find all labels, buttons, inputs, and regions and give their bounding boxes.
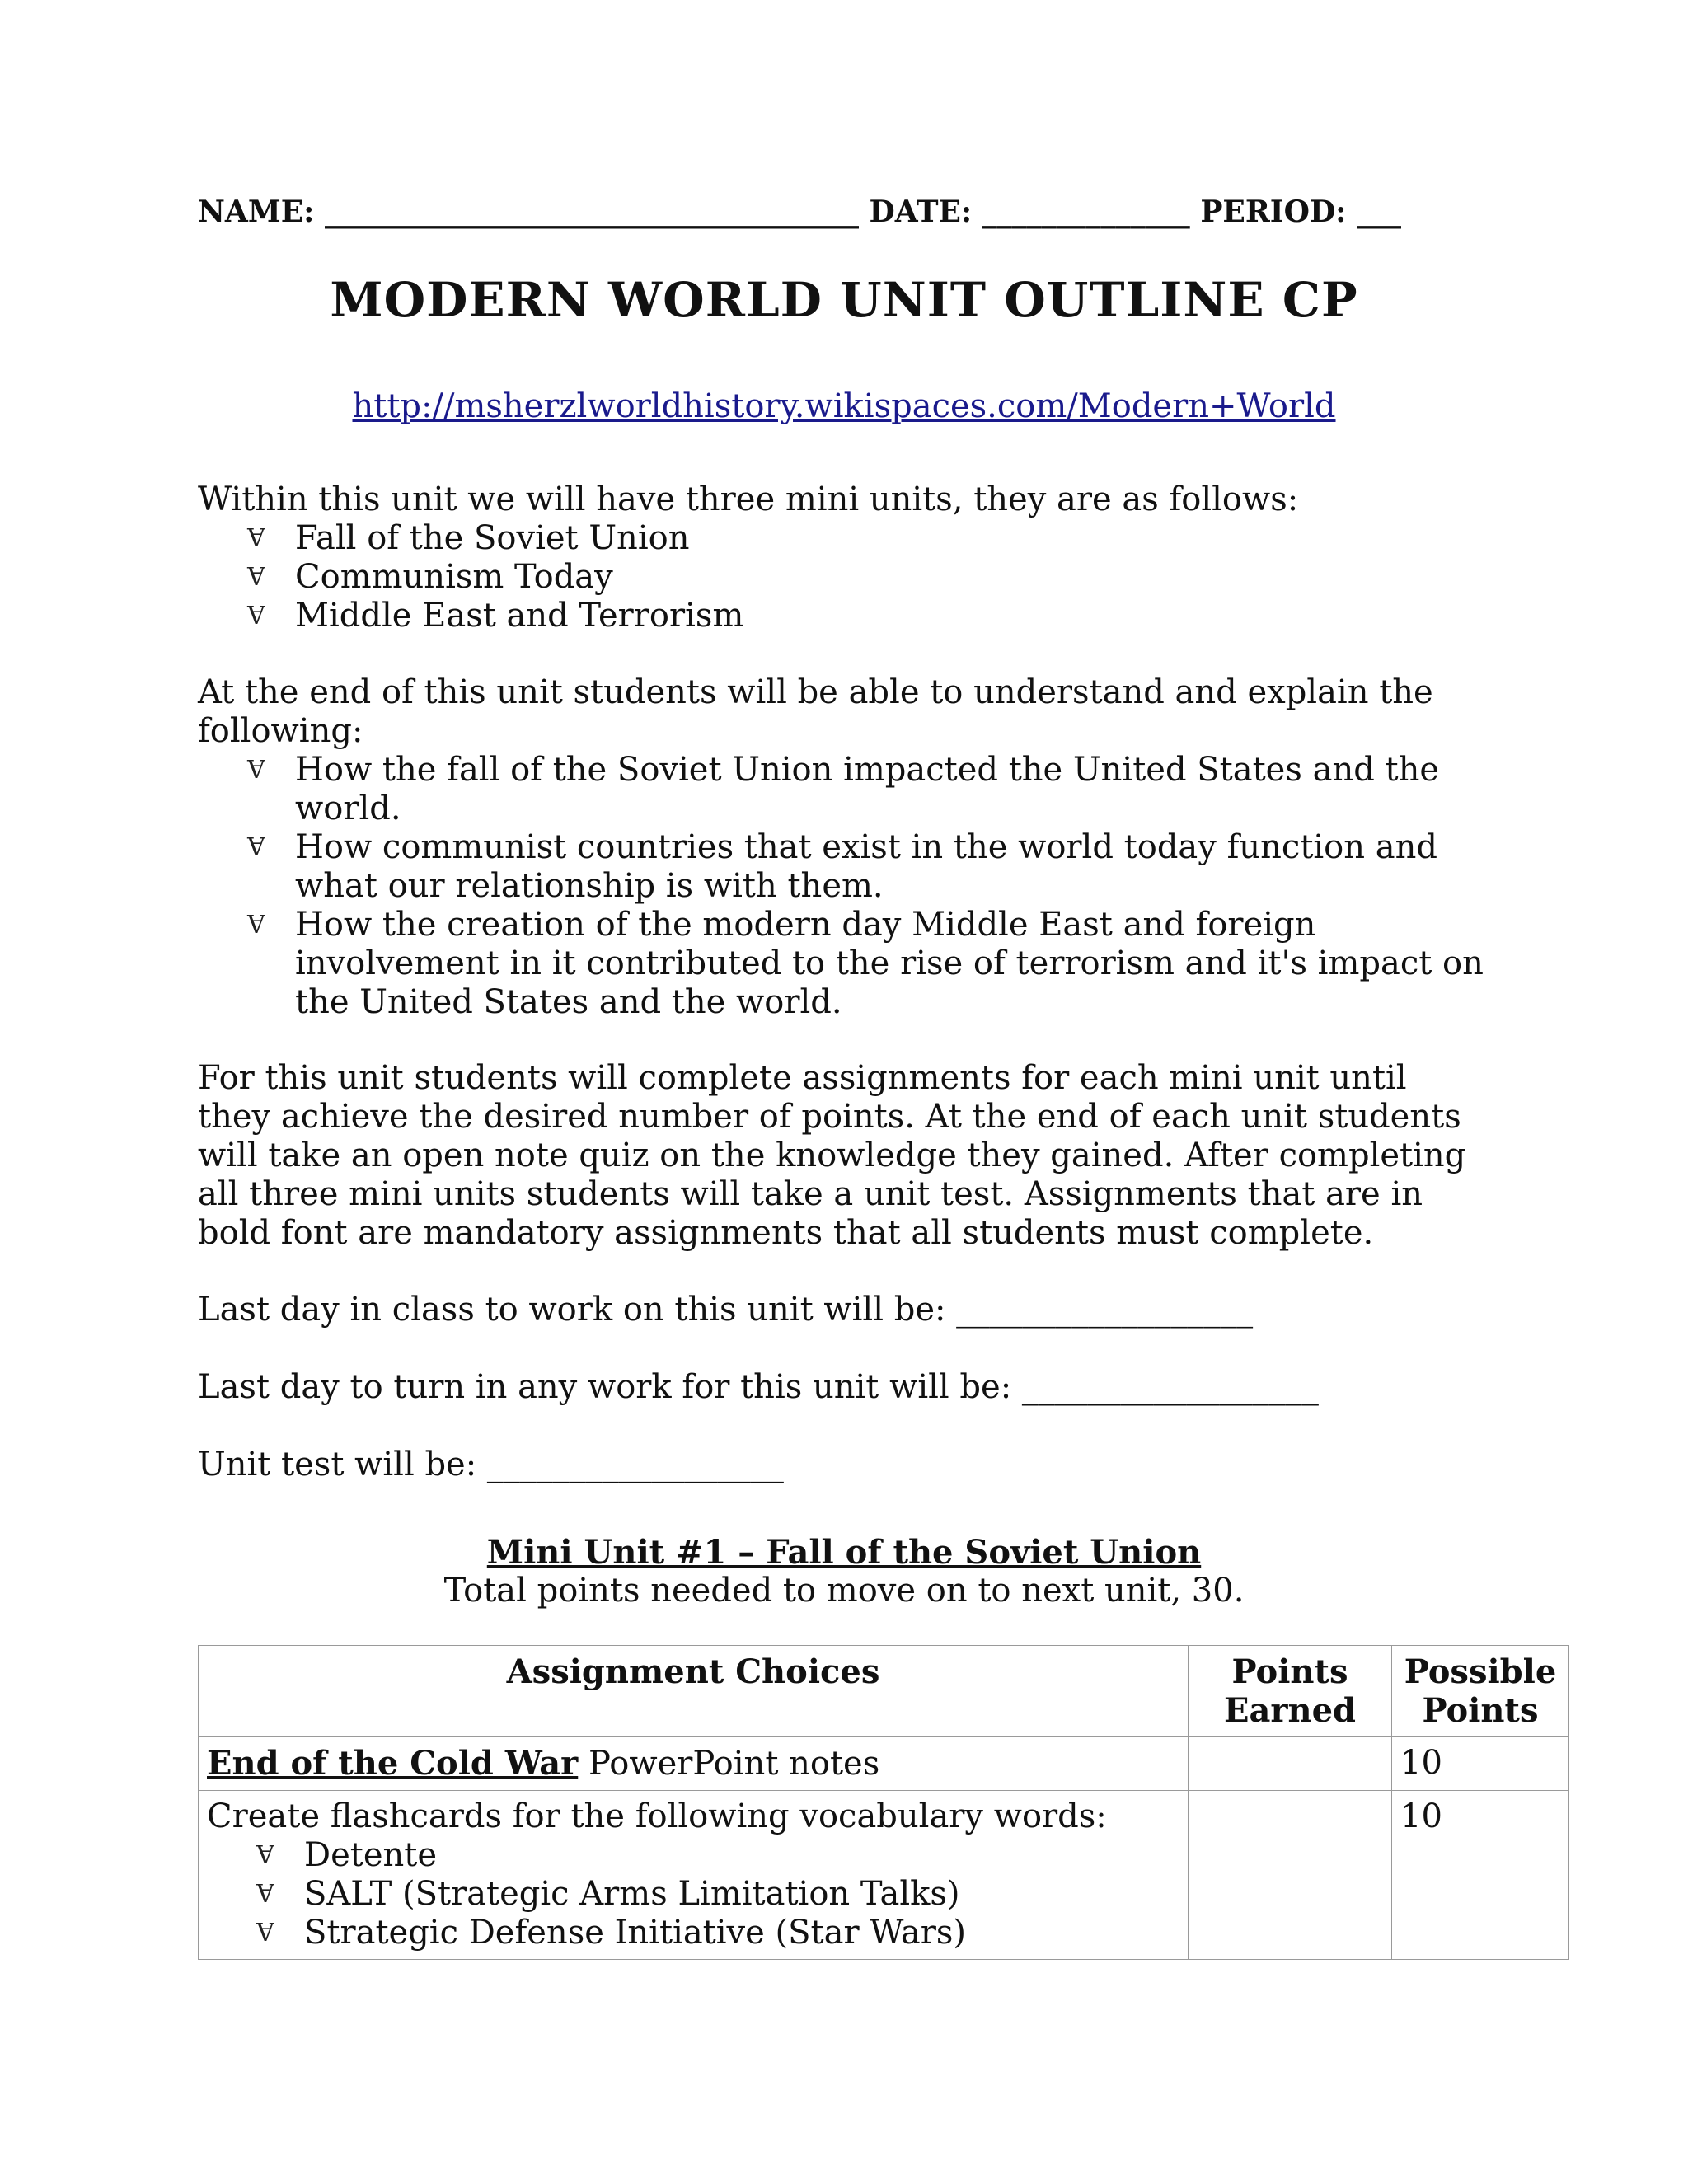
- instructions-text: For this unit students will complete assignments for each mini unit until they achieve the desired number of points. At the end of each unit students will take an open note quiz on the knowledge they gained. After completing all three mini units students will take a unit test. Assignments that are in bold font are mandatory assignments that all students must complete.: [198, 1059, 1466, 1252]
- list-item: [207, 1836, 1179, 1875]
- name-blank: ____________________________________: [324, 194, 859, 229]
- wiki-link[interactable]: http://msherzlworldhistory.wikispaces.com/Modern+World: [352, 387, 1336, 425]
- list-item-text: Middle East and Terrorism: [295, 597, 744, 635]
- list-item: [198, 828, 1484, 906]
- list-item: [207, 1875, 1179, 1914]
- triangle-bullet-icon: Ɐ: [247, 911, 265, 940]
- table-header-row: [199, 1646, 1569, 1737]
- header-assignment-choices: Assignment Choices: [199, 1646, 1189, 1737]
- triangle-bullet-icon: Ɐ: [247, 524, 265, 553]
- last-class-day-line: Last day in class to work on this unit will be: __________________: [198, 1291, 1254, 1329]
- possible-points-cell: 10: [1392, 1737, 1569, 1791]
- triangle-bullet-icon: Ɐ: [247, 756, 265, 785]
- points-earned-cell[interactable]: [1189, 1791, 1392, 1960]
- header-line: [198, 194, 1401, 229]
- assignment-table: [198, 1645, 1569, 1960]
- assignment-cell: [199, 1737, 1189, 1791]
- list-item: [198, 597, 1484, 635]
- triangle-bullet-icon: Ɐ: [247, 833, 265, 862]
- list-item: [198, 751, 1484, 828]
- mini-unit-subheading: Total points needed to move on to next unit, 30.: [443, 1572, 1245, 1610]
- triangle-bullet-icon: Ɐ: [247, 602, 265, 630]
- list-item-text: How communist countries that exist in the world today function and what our relationship is with them.: [295, 828, 1437, 905]
- mini-unit-list: [198, 519, 1484, 635]
- points-earned-cell[interactable]: [1189, 1737, 1392, 1791]
- mini-unit-heading-block: [0, 1533, 1688, 1610]
- list-item-text: How the creation of the modern day Middle East and foreign involvement in it contributed to the rise of terrorism and it's impact on the United States and the world.: [295, 906, 1484, 1021]
- vocabulary-list: [207, 1836, 1179, 1952]
- triangle-bullet-icon: Ɐ: [256, 1919, 274, 1947]
- list-item: [198, 906, 1484, 1022]
- list-item: [198, 519, 1484, 558]
- intro-section: [198, 480, 1484, 635]
- mandatory-assignment-title: End of the Cold War: [207, 1744, 579, 1783]
- assignment-text: Create flashcards for the following vocabulary words:: [207, 1797, 1107, 1835]
- table-row: [199, 1737, 1569, 1791]
- assignment-text: PowerPoint notes: [578, 1745, 880, 1783]
- list-item-text: Strategic Defense Initiative (Star Wars): [304, 1914, 967, 1952]
- list-item-text: SALT (Strategic Arms Limitation Talks): [304, 1875, 960, 1913]
- list-item: [198, 558, 1484, 597]
- period-label: PERIOD:: [1200, 194, 1347, 229]
- period-blank: ___: [1357, 194, 1401, 229]
- page-title: MODERN WORLD UNIT OUTLINE CP: [330, 272, 1358, 328]
- triangle-bullet-icon: Ɐ: [256, 1841, 274, 1870]
- objectives-section: [198, 673, 1484, 1022]
- assignment-cell: [199, 1791, 1189, 1960]
- date-blank: ______________: [982, 194, 1190, 229]
- name-label: NAME:: [198, 194, 315, 229]
- intro-text: Within this unit we will have three mini units, they are as follows:: [198, 480, 1299, 518]
- unit-test-line: Unit test will be: __________________: [198, 1446, 784, 1483]
- table-row: [199, 1791, 1569, 1960]
- triangle-bullet-icon: Ɐ: [247, 563, 265, 592]
- date-label: DATE:: [869, 194, 973, 229]
- instructions-section: [198, 1059, 1484, 1253]
- objectives-text: At the end of this unit students will be able to understand and explain the following:: [198, 673, 1433, 750]
- list-item: [207, 1914, 1179, 1952]
- mini-unit-heading: Mini Unit #1 – Fall of the Soviet Union: [486, 1533, 1202, 1572]
- objectives-list: [198, 751, 1484, 1022]
- list-item-text: Detente: [304, 1836, 437, 1874]
- list-item-text: Communism Today: [295, 558, 613, 596]
- possible-points-cell: 10: [1392, 1791, 1569, 1960]
- last-turn-in-line: Last day to turn in any work for this unit will be: __________________: [198, 1368, 1319, 1406]
- list-item-text: How the fall of the Soviet Union impacted the United States and the world.: [295, 751, 1440, 827]
- list-item-text: Fall of the Soviet Union: [295, 519, 690, 557]
- triangle-bullet-icon: Ɐ: [256, 1880, 274, 1909]
- header-points-earned: Points Earned: [1189, 1646, 1392, 1737]
- header-possible-points: Possible Points: [1392, 1646, 1569, 1737]
